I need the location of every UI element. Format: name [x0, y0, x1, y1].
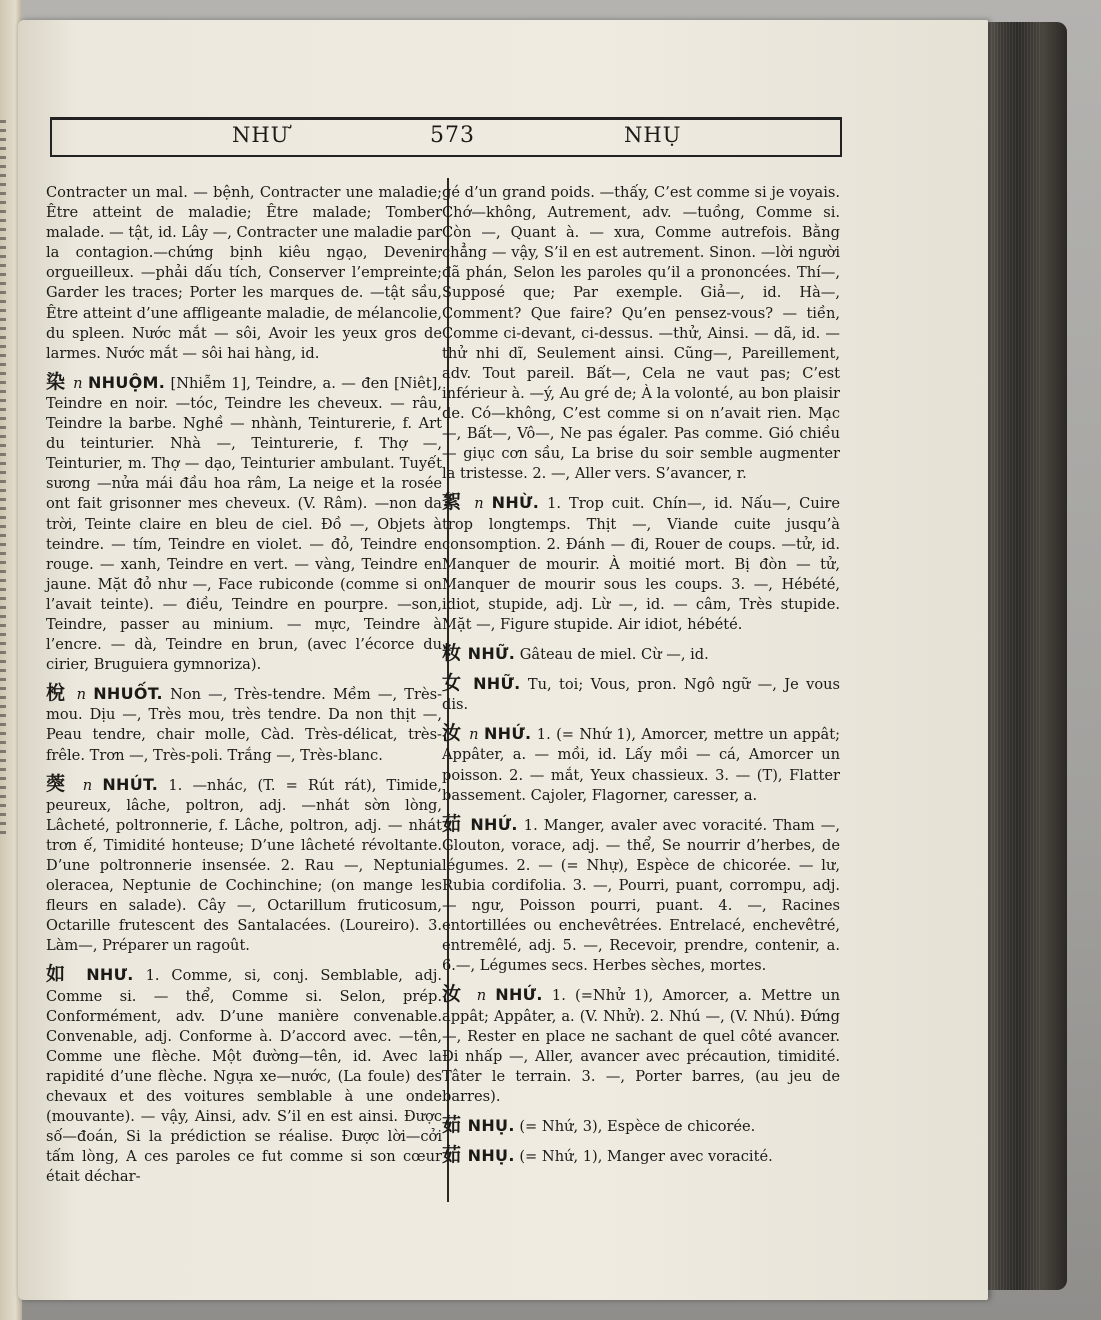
entry-nhu-5: [442, 814, 840, 977]
entry-headword: NHUỐT.: [93, 684, 163, 704]
entry-nhu-1: [442, 492, 840, 635]
entry-character: 汝: [442, 983, 466, 1006]
entry-character: 梲: [46, 682, 68, 705]
continued-entry: gé d’un grand poids. —thấy, C’est comme si je voyais. Chớ—không, Autrement, adv. —tuồng, Comme si. Còn —, Quant à. — xưa, Comme autrefois. Bằng chẳng — vậy, S’il en est autrement. Sinon. —lời người đã phán, Selon les paroles qu’il a prononcées. Thí—, Supposé que; Par exemple. Giả—, id. Hà—, Comment? Que faire? Qu’en pensez-vous? — tiền, Comme ci-devant, ci-dessus. —thử, Ainsi. — dã, id. —thử nhi dĩ, Seulement ainsi. Cũng—, Pareillement, adv. Tout pareil. Bất—, Cela ne vaut pas; C’est inférieur à. —ý, Au gré de; À la volonté, au bon plaisir de. Có—không, C’est comme si on n’avait rien. Mạc—, Bất—, Vô—, Ne pas égaler. Pas comme. Gió chiều — giục cơn sầu, La brise du soir semble augmenter la tristesse. 2. —, Aller vers. S’avancer, r.: [442, 184, 840, 483]
entry-headword: NHỮ.: [467, 644, 516, 664]
entry-definition: Non —, Très-tendre. Mềm —, Très-mou. Dịu —, Très mou, très tendre. Da non thịt —, Peau tendre, chair molle, Càd. Très-délicat, très-frêle. Trơn —, Très-poli. Trắng —, Très-blanc.: [46, 686, 442, 764]
entry-headword: NHỤ.: [467, 1146, 515, 1166]
entry-definition: Gâteau de miel. Cừ —, id.: [519, 646, 709, 664]
page-edge-lines: [991, 22, 1041, 1290]
running-header: [50, 117, 842, 157]
entry-pos: n: [476, 987, 487, 1005]
entry-definition: 1. (= Nhứ 1), Amorcer, mettre un appât; Appâter, a. — mồi, id. Lấy mồi — cá, Amorcer un poisson. 2. — mắt, Yeux chassieux. 3. — (T), Flatter bassement. Cajoler, Flagorner, caresser, a.: [442, 726, 840, 804]
entry-character: 絮: [442, 491, 465, 514]
entry-pos: n: [73, 374, 83, 392]
book-page-block: [985, 22, 1067, 1290]
entry-nhu-2: [442, 643, 840, 665]
entry-definition: 1. —nhác, (T. = Rút rát), Timide, peureux, lâche, poltron, adj. —nhát sờn lòng, Lâcheté, poltronnerie, f. Lâche, poltron, adj. — nhát trơn ế, Timidité honteuse; D’une lâcheté révoltante. D’une poltronnerie insensée. 2. Rau —, Neptunia oleracea, Neptunie de Cochinchine; (on mange les fleurs en salade). Cây —, Octarillum fruticosum, Octarille frutescent des Santalacées. (Loureiro). 3. Làm—, Préparer un ragoût.: [46, 776, 443, 955]
entry-definition: [Nhiễm 1], Teindre, a. — đen [Niêt], Teindre en noir. —tóc, Teindre les cheveux. — râu, Teindre la barbe. Nghề — nhành, Teinturerie, f. Art du teinturier. Nhà —, Teinturerie, f. Thợ —, Teinturier, m. Thợ — dạo, Teinturier ambulant. Tuyết sương —nửa mái đầu hoa râm, La neige et la rosée ont fait grisonner mes cheveux. (V. Râm). —non da trời, Teinte claire en bleu de ciel. Đồ —, Objets à teindre. — tím, Teindre en violet. — đỏ, Teindre en rouge. — xanh, Teindre en vert. — vàng, Teindre en jaune. Mặt đỏ như —, Face rubiconde (comme si on l’avait teinte). — điều, Teindre en pourpre. —son, Teindre, passer au minium. — mực, Teindre à l’encre. — dà, Teindre en brun, (avec l’écorce du cirier, Bruguiera gymnoriza).: [46, 374, 442, 674]
entry-definition: 1. Comme, si, conj. Semblable, adj. Comme si. — thể, Comme si. Selon, prép. Conformément, adv. D’une manière convenable. Convenable, adj. Conforme à. D’accord avec. —tên, Comme une flèche. Một đường—tên, id. Avec la rapidité d’une flèche. Ngựa xe—nước, (La foule) des chevaux et des voitures semblable à une onde (mouvante). — vậy, Ainsi, adv. S’il en est ainsi. Được số—đoán, Si la prédiction se réalise. Được lời—cởi tấm lòng, A ces paroles ce fut comme si son cœur était déchar-: [46, 967, 442, 1186]
spine-shadow: [0, 120, 6, 840]
entry-nhuom: [46, 372, 442, 675]
entry-definition: 1. Manger, avaler avec voracité. Tham —, Glouton, vorace, adj. — thể, Se nourrir d’herbes, de légumes. 2. — (= Nhự), Espèce de chicorée. — lư, Rubia cordifolia. 3. —, Pourri, puant, corrompu, adj. — ngư, Poisson pourri, puant. 4. —, Racines entortillées ou enchevêtrées. Entrelacé, enchevêtré, entremêlé, adj. 5. —, Recevoir, prendre, contenir, a. 6.—, Légumes secs. Herbes sèches, mortes.: [442, 816, 840, 975]
entry-character: 茹: [442, 812, 463, 835]
entry-headword: NHỨ.: [483, 724, 532, 744]
continued-entry: Contracter un mal. — bệnh, Contracter une maladie; Être atteint de maladie; Être malade; Tomber malade. — tật, id. Lây —, Contracter une maladie par la contagion.—chứng bịnh kiêu ngạo, Devenir orgueilleux. —phải dấu tích, Conserver l’empreinte; Garder les traces; Porter les marques de. —tật sầu, Être atteint d’une affligeante maladie, de mélancolie, du spleen. Nước mắt — sôi, Avoir les yeux gros de larmes. Nước mắt — sôi hai hàng, id.: [46, 184, 443, 362]
entry-headword: NHUỘM.: [87, 372, 166, 392]
entry-headword: NHỤ.: [467, 1116, 515, 1136]
entry-character: 籹: [442, 642, 462, 665]
entry-character: 葖: [46, 772, 71, 795]
entry-character: 茹: [442, 1144, 462, 1167]
entry-headword: NHƯ.: [86, 965, 134, 985]
entry-headword: NHỨ.: [495, 985, 543, 1005]
entry-headword: NHỪ.: [491, 493, 540, 513]
entry-nhu: [46, 964, 442, 1187]
entry-character: 汝: [442, 722, 462, 745]
entry-definition: 1. (=Nhử 1), Amorcer, a. Mettre un appât; Appâter, a. (V. Nhử). 2. Nhú —, (V. Nhú). Đứng —, Rester en place ne sachant de quel côté avancer. Đi nhấp —, Aller, avancer avec précaution, timidité. Tâter le terrain. 3. —, Porter barres, (au jeu de barres).: [442, 987, 840, 1105]
entry-definition: (= Nhứ, 1), Manger avec voracité.: [519, 1148, 773, 1166]
entry-pos: n: [76, 686, 87, 704]
entry-nhu-7: [442, 1115, 840, 1137]
entry-definition: (= Nhứ, 3), Espèce de chicorée.: [519, 1118, 756, 1136]
right-column: [442, 183, 840, 1167]
page-number: 573: [430, 123, 475, 148]
header-left-word: NHƯ: [232, 123, 290, 147]
entry-headword: NHỮ.: [473, 674, 521, 694]
entry-definition: Tu, toi; Vous, pron. Ngô ngữ —, Je vous dis.: [442, 676, 841, 714]
entry-character: 茹: [442, 1114, 462, 1137]
entry-nhu-6: [442, 984, 840, 1107]
entry-nhu-8: [442, 1145, 840, 1167]
entry-character: 染: [46, 370, 66, 393]
entry-pos: n: [474, 495, 484, 513]
entry-character: 女: [442, 672, 464, 695]
entry-nhuot: [46, 683, 442, 765]
entry-headword: NHỨ.: [470, 814, 518, 834]
entry-character: 如: [46, 963, 73, 986]
entry-nhu-3: [442, 673, 840, 715]
header-right-word: NHỤ: [624, 123, 682, 147]
entry-headword: NHÚT.: [102, 774, 159, 794]
entry-definition: 1. Trop cuit. Chín—, id. Nấu—, Cuire trop longtemps. Thịt —, Viande cuite jusqu’à consomption. 2. Đánh — đi, Rouer de coups. —tử, id. Manquer de mourir. À moitié mort. Bị đòn — tử, Manquer de mourir sous les coups. 3. —, Hébété, idiot, stupide, adj. Lừ —, id. — câm, Très stupide. Mặt —, Figure stupide. Air idiot, hébété.: [442, 495, 841, 633]
entry-pos: n: [82, 776, 93, 794]
entry-pos: n: [469, 726, 479, 744]
entry-nhut: [46, 774, 442, 957]
entry-nhu-4: [442, 723, 840, 805]
left-column: [46, 183, 442, 1188]
